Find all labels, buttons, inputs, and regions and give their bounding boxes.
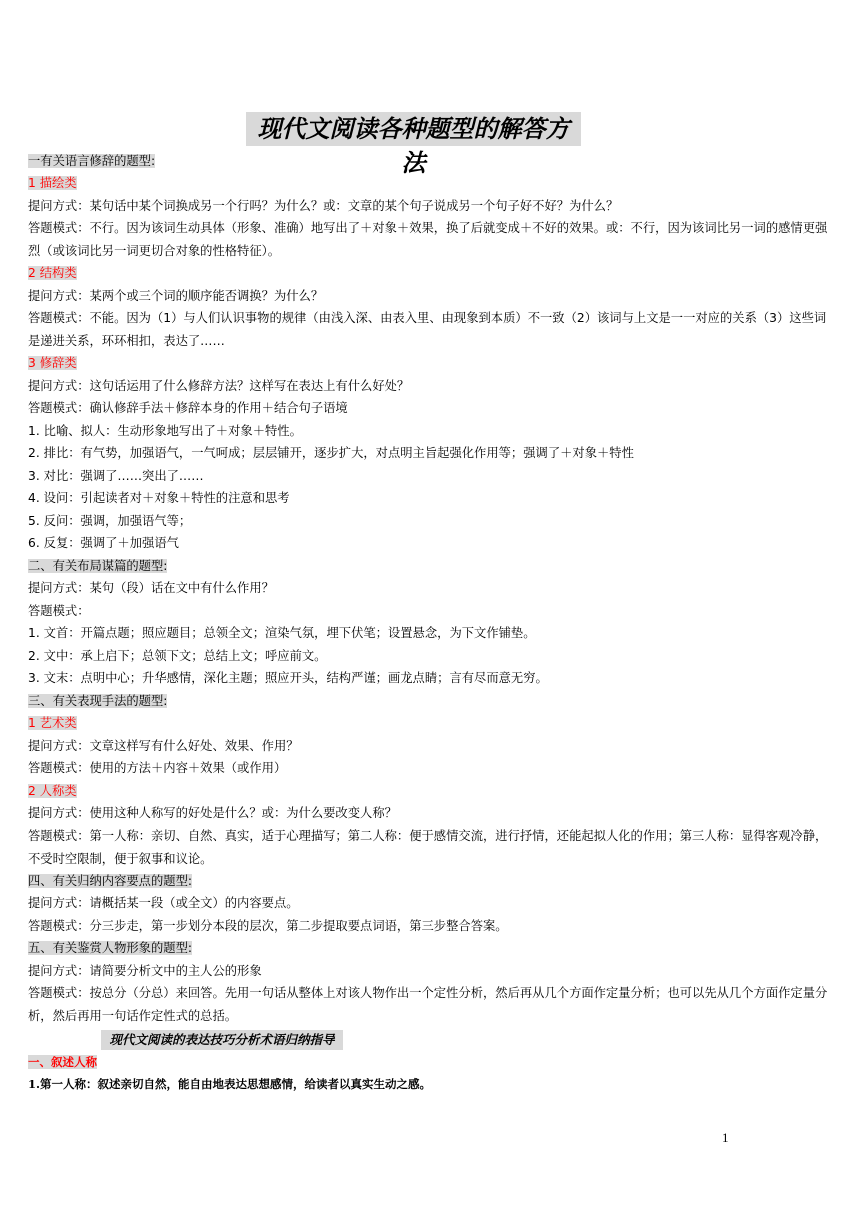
question-format: 提问方式：某两个或三个词的顺序能否调换？为什么？ bbox=[28, 289, 324, 303]
question-format: 提问方式：使用这种人称写的好处是什么？或：为什么要改变人称？ bbox=[28, 806, 397, 820]
page-number: 1 bbox=[722, 1130, 729, 1145]
section-subtitle: 现代文阅读的表达技巧分析术语归纳指导 bbox=[101, 1030, 343, 1050]
answer-pattern: 答题模式：分三步走，第一步划分本段的层次，第二步提取要点词语，第三步整合答案。 bbox=[28, 919, 508, 933]
subsection-heading: 3 修辞类 bbox=[28, 356, 77, 370]
question-format: 提问方式：某句（段）话在文中有什么作用？ bbox=[28, 581, 274, 595]
list-item: 2. 文中：承上启下；总领下文；总结上文；呼应前文。 bbox=[28, 649, 327, 663]
section-heading: 二、有关布局谋篇的题型: bbox=[28, 559, 168, 573]
section-heading: 一有关语言修辞的题型: bbox=[28, 154, 156, 168]
list-item: 4. 设问：引起读者对＋对象＋特性的注意和思考 bbox=[28, 491, 290, 505]
list-item: 6. 反复：强调了＋加强语气 bbox=[28, 536, 179, 550]
section-heading: 五、有关鉴赏人物形象的题型: bbox=[28, 941, 193, 955]
subsection-heading: 2 结构类 bbox=[28, 266, 77, 280]
list-item: 5. 反问：强调，加强语气等； bbox=[28, 514, 192, 528]
subsection-heading: 2 人称类 bbox=[28, 784, 77, 798]
answer-pattern: 答题模式： bbox=[28, 604, 90, 618]
page-title: 现代文阅读各种题型的解答方法 bbox=[246, 112, 581, 146]
question-format: 提问方式：文章这样写有什么好处、效果、作用？ bbox=[28, 739, 299, 753]
answer-pattern: 答题模式：按总分（分总）来回答。先用一句话从整体上对该人物作出一个定性分析，然后再从几个方面作定量分析；也可以先从几个方面作定量分析，然后再用一句话作定性式的总括。 bbox=[28, 986, 828, 1023]
list-item: 2. 排比：有气势，加强语气，一气呵成；层层铺开，逐步扩大，对点明主旨起强化作用等；强调了＋对象＋特性 bbox=[28, 446, 634, 460]
list-item: 3. 文末：点明中心；升华感情，深化主题；照应开头，结构严谨；画龙点睛；言有尽而意无穷。 bbox=[28, 671, 548, 685]
list-item: 1. 比喻、拟人：生动形象地写出了＋对象＋特性。 bbox=[28, 424, 302, 438]
question-format: 提问方式：某句话中某个词换成另一个行吗？为什么？或：文章的某个句子说成另一个句子好不好？为什么？ bbox=[28, 199, 619, 213]
answer-pattern: 答题模式：确认修辞手法＋修辞本身的作用＋结合句子语境 bbox=[28, 401, 348, 415]
list-item: 1. 文首：开篇点题；照应题目；总领全文；渲染气氛，埋下伏笔；设置悬念，为下文作铺垫。 bbox=[28, 626, 536, 640]
section-heading: 三、有关表现手法的题型: bbox=[28, 694, 168, 708]
question-format: 提问方式：请简要分析文中的主人公的形象 bbox=[28, 964, 262, 978]
answer-pattern: 答题模式：不行。因为该词生动具体（形象、准确）地写出了＋对象＋效果，换了后就变成＋不好的效果。或：不行，因为该词比另一词的感情更强烈（或该词比另一词更切合对象的性格特征）。 bbox=[28, 221, 828, 258]
answer-pattern: 答题模式：不能。因为（1）与人们认识事物的规律（由浅入深、由表入里、由现象到本质）不一致（2）该词与上文是一一对应的关系（3）这些词是递进关系，环环相扣，表达了…… bbox=[28, 311, 827, 348]
question-format: 提问方式：请概括某一段（或全文）的内容要点。 bbox=[28, 896, 299, 910]
subsection-heading: 1 描绘类 bbox=[28, 176, 77, 190]
subsection-heading: 1 艺术类 bbox=[28, 716, 77, 730]
list-item: 3. 对比：强调了……突出了…… bbox=[28, 469, 204, 483]
subsection-heading: 一、叙述人称 bbox=[28, 1055, 97, 1069]
section-heading: 四、有关归纳内容要点的题型: bbox=[28, 874, 193, 888]
list-item: 1.第一人称：叙述亲切自然，能自由地表达思想感情，给读者以真实生动之感。 bbox=[28, 1077, 432, 1091]
answer-pattern: 答题模式：第一人称：亲切、自然、真实，适于心理描写；第二人称：便于感情交流，进行抒情，还能起拟人化的作用；第三人称：显得客观冷静，不受时空限制，便于叙事和议论。 bbox=[28, 829, 828, 866]
question-format: 提问方式：这句话运用了什么修辞方法？这样写在表达上有什么好处？ bbox=[28, 379, 410, 393]
answer-pattern: 答题模式：使用的方法＋内容＋效果（或作用） bbox=[28, 761, 287, 775]
